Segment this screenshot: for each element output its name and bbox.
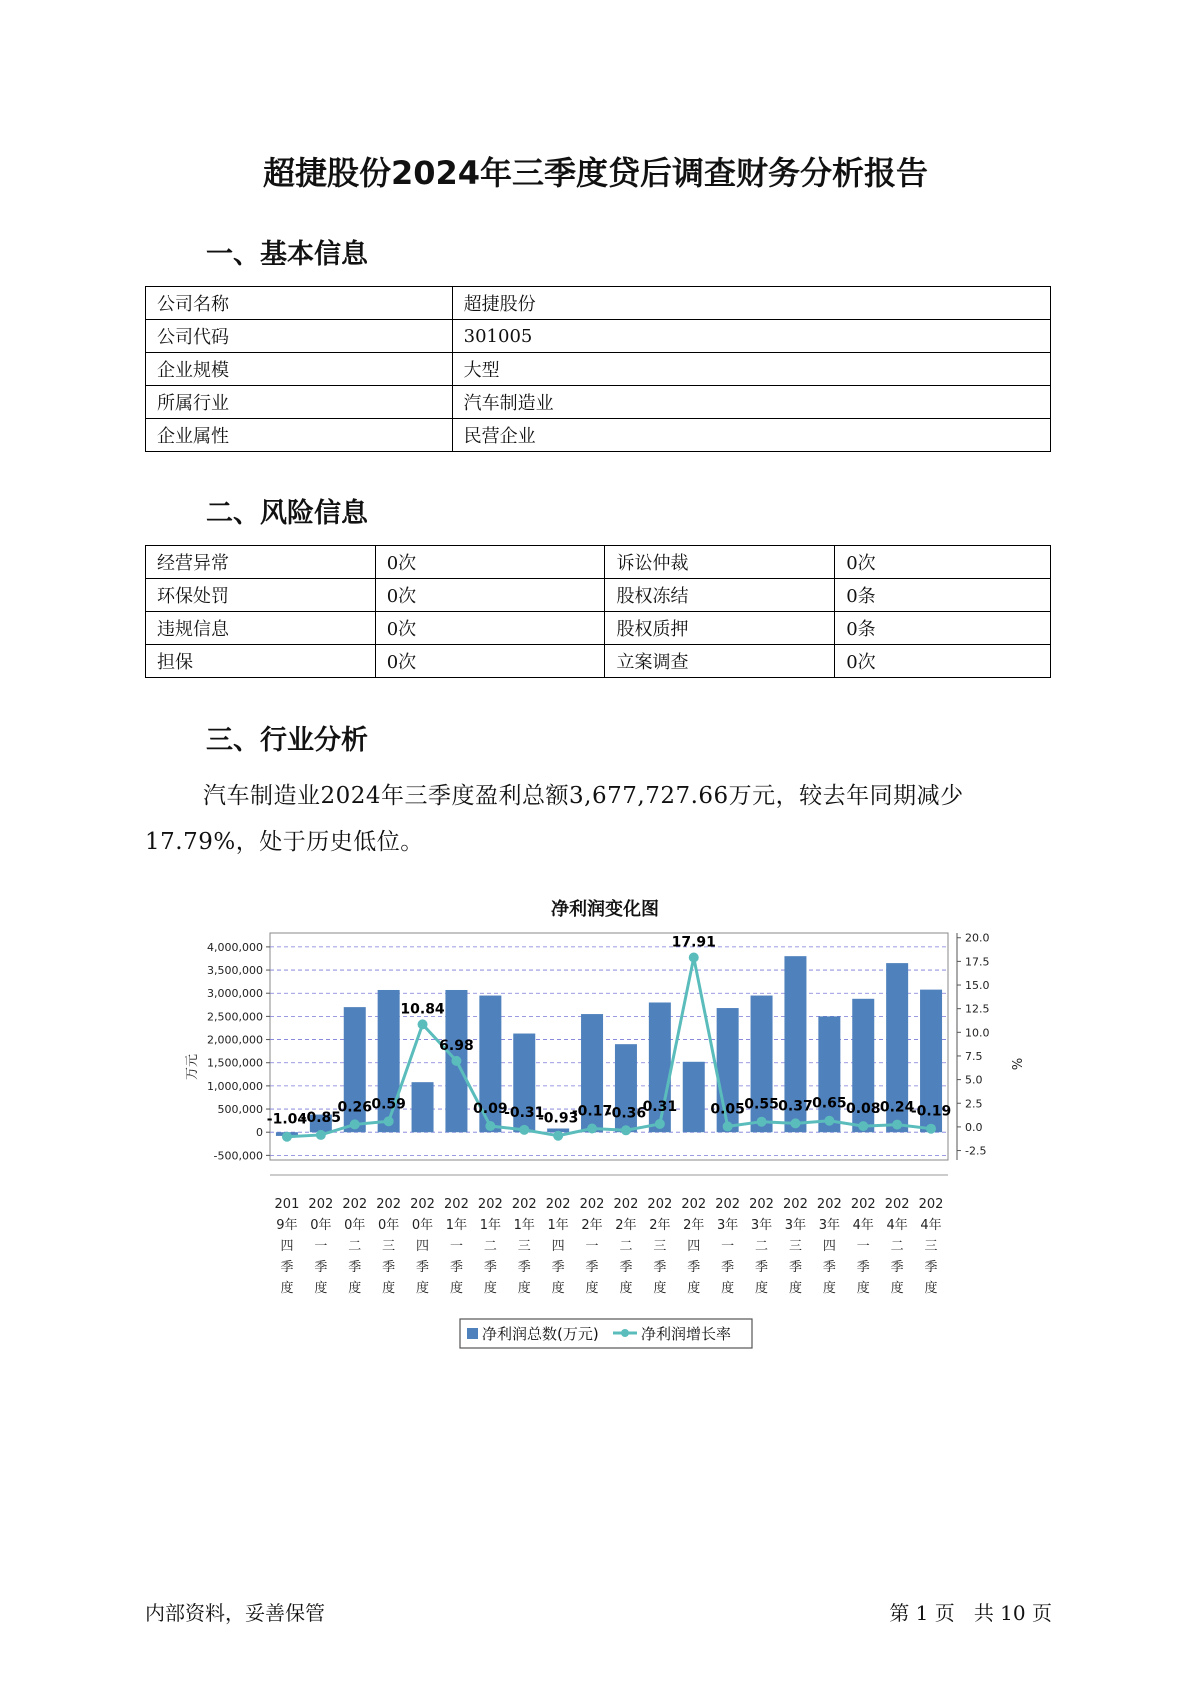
x-tick-label-part: 202 <box>715 1197 741 1212</box>
x-tick-label-part: 0年 <box>310 1218 332 1233</box>
x-tick-label-part: 4年 <box>920 1218 942 1233</box>
x-tick-label-part: 度 <box>619 1281 633 1296</box>
data-label: 6.98 <box>439 1037 474 1054</box>
x-tick-label-part: 季 <box>788 1260 802 1275</box>
x-tick-label-part: 四 <box>551 1239 565 1254</box>
x-tick-label-part: 二 <box>348 1239 362 1254</box>
x-tick-label-part: 一 <box>449 1239 463 1254</box>
data-label: 17.91 <box>671 934 716 951</box>
risk-info-value: 0次 <box>375 579 605 612</box>
x-tick-label-part: 季 <box>856 1260 870 1275</box>
x-tick-label-part: 9年 <box>276 1218 298 1233</box>
x-tick-label-part: 2年 <box>581 1218 603 1233</box>
growth-point <box>316 1130 326 1140</box>
data-label: 0.65 <box>812 1095 847 1112</box>
y2-tick-label: 12.5 <box>965 1002 990 1016</box>
growth-point <box>858 1121 868 1131</box>
x-tick-label-part: 三 <box>788 1239 802 1254</box>
x-tick-label-part: 202 <box>884 1197 910 1212</box>
data-label: 0.08 <box>845 1101 881 1118</box>
y-tick-label: 2,000,000 <box>207 1033 263 1047</box>
x-tick-label-part: 一 <box>585 1239 599 1254</box>
risk-info-value: 0次 <box>835 645 1051 678</box>
x-tick-label-part: 季 <box>348 1260 362 1275</box>
y-tick-label: 0 <box>256 1126 263 1140</box>
x-tick-label-part: 一 <box>721 1239 735 1254</box>
x-tick-label-part: 4年 <box>852 1218 874 1233</box>
y2-tick-label: 10.0 <box>965 1026 990 1040</box>
x-tick-label-part: 二 <box>619 1239 633 1254</box>
growth-point <box>451 1056 461 1066</box>
x-tick-label-part: 三 <box>653 1239 667 1254</box>
x-tick-label-part: 202 <box>681 1197 707 1212</box>
x-tick-label-part: 度 <box>280 1281 294 1296</box>
x-tick-label-part: 202 <box>749 1197 774 1212</box>
basic-info-label: 所属行业 <box>146 386 453 419</box>
y-tick-label: 3,000,000 <box>207 987 263 1001</box>
basic-info-value: 超捷股份 <box>452 287 1050 320</box>
growth-point <box>418 1019 428 1029</box>
risk-info-label: 经营异常 <box>146 546 376 579</box>
growth-point <box>790 1118 800 1128</box>
y-tick-label: 3,500,000 <box>207 964 263 978</box>
x-tick-label-part: 202 <box>579 1197 605 1212</box>
risk-info-label: 违规信息 <box>146 612 376 645</box>
x-tick-label-part: 一 <box>314 1239 328 1254</box>
x-tick-label-part: 四 <box>416 1239 430 1254</box>
data-label: -0.93 <box>537 1110 579 1127</box>
basic-info-value: 汽车制造业 <box>452 386 1050 419</box>
x-tick-label-part: 季 <box>822 1260 836 1275</box>
x-tick-label-part: 度 <box>517 1281 531 1296</box>
risk-info-table <box>145 545 1051 678</box>
x-tick-label-part: 度 <box>890 1281 904 1296</box>
risk-info-value: 0次 <box>835 546 1051 579</box>
x-tick-label-part: 季 <box>653 1260 667 1275</box>
x-tick-label-part: 0年 <box>411 1218 434 1233</box>
y-tick-label: -500,000 <box>213 1149 263 1163</box>
x-tick-label-part: 202 <box>613 1197 639 1212</box>
growth-point <box>757 1117 767 1127</box>
y-tick-label: 500,000 <box>217 1103 263 1117</box>
x-tick-label-part: 度 <box>382 1281 396 1296</box>
x-tick-label-part: 201 <box>274 1197 300 1212</box>
risk-info-label: 立案调查 <box>605 645 835 678</box>
risk-info-label: 股权冻结 <box>605 579 835 612</box>
chart-legend <box>460 1319 752 1348</box>
x-tick-label-part: 202 <box>545 1197 571 1212</box>
basic-info-table <box>145 286 1051 452</box>
x-tick-label-part: 3年 <box>750 1218 773 1233</box>
basic-info-row <box>146 320 1051 353</box>
risk-info-value: 0次 <box>375 645 605 678</box>
growth-point <box>621 1125 631 1135</box>
x-tick-label-part: 1年 <box>513 1218 535 1233</box>
growth-point <box>282 1132 292 1142</box>
x-tick-label-part: 202 <box>783 1197 808 1212</box>
x-tick-label-part: 202 <box>816 1197 842 1212</box>
x-tick-label-part: 季 <box>721 1260 735 1275</box>
risk-info-row <box>146 546 1051 579</box>
x-tick-label-part: 度 <box>585 1281 599 1296</box>
section-heading-risk: 二、风险信息 <box>206 498 368 529</box>
x-tick-label-part: 度 <box>755 1281 769 1296</box>
section-heading-basic: 一、基本信息 <box>206 239 368 270</box>
y2-tick-label: 15.0 <box>965 979 990 993</box>
x-tick-label-part: 二 <box>755 1239 769 1254</box>
growth-point <box>485 1121 495 1131</box>
y2-tick-label: -2.5 <box>965 1144 987 1158</box>
legend-label-bar: 净利润总数(万元) <box>482 1325 599 1343</box>
x-tick-label-part: 度 <box>449 1281 463 1296</box>
x-tick-label-part: 202 <box>850 1197 876 1212</box>
bar <box>412 1082 434 1132</box>
x-tick-label-part: 1年 <box>479 1218 501 1233</box>
risk-info-row <box>146 645 1051 678</box>
data-label: -1.04 <box>266 1111 308 1128</box>
x-tick-label-part: 4年 <box>886 1218 908 1233</box>
growth-point <box>553 1131 563 1141</box>
industry-paragraph: 汽车制造业2024年三季度盈利总额3,677,727.66万元，较去年同期减少17.79%，处于历史低位。 <box>145 783 964 855</box>
x-tick-label-part: 季 <box>483 1260 497 1275</box>
x-tick-label-part: 度 <box>788 1281 802 1296</box>
y-tick-label: 2,500,000 <box>207 1010 263 1024</box>
x-tick-label-part: 0年 <box>344 1218 366 1233</box>
growth-point <box>384 1116 394 1126</box>
y2-tick-label: 17.5 <box>965 955 990 969</box>
risk-info-row <box>146 612 1051 645</box>
data-label: -0.85 <box>300 1109 342 1126</box>
x-tick-label-part: 度 <box>314 1281 328 1296</box>
x-tick-label-part: 3年 <box>818 1218 840 1233</box>
x-tick-label-part: 度 <box>687 1281 701 1296</box>
x-tick-label-part: 度 <box>924 1281 938 1296</box>
basic-info-label: 公司名称 <box>146 287 453 320</box>
x-tick-label-part: 三 <box>382 1239 396 1254</box>
y-axis-label: 万元 <box>185 1053 200 1081</box>
x-tick-label-part: 四 <box>687 1239 701 1254</box>
data-label: 0.05 <box>710 1101 745 1118</box>
x-tick-label-part: 季 <box>449 1260 463 1275</box>
x-tick-label-part: 202 <box>376 1197 402 1212</box>
x-tick-label-part: 202 <box>511 1197 537 1212</box>
bar <box>818 1016 840 1132</box>
x-tick-label-part: 202 <box>918 1197 944 1212</box>
y2-tick-label: 7.5 <box>965 1049 983 1063</box>
risk-info-value: 0条 <box>835 612 1051 645</box>
x-tick-label-part: 四 <box>280 1239 294 1254</box>
growth-point <box>892 1120 902 1130</box>
x-tick-label-part: 季 <box>890 1260 904 1275</box>
risk-info-label: 诉讼仲裁 <box>605 546 835 579</box>
risk-info-label: 环保处罚 <box>146 579 376 612</box>
basic-info-label: 企业规模 <box>146 353 453 386</box>
y-tick-label: 1,500,000 <box>207 1056 263 1070</box>
x-tick-label-part: 202 <box>477 1197 503 1212</box>
x-tick-label-part: 度 <box>653 1281 667 1296</box>
growth-point <box>926 1124 936 1134</box>
risk-info-row <box>146 579 1051 612</box>
x-tick-label-part: 度 <box>551 1281 565 1296</box>
x-tick-label-part: 季 <box>314 1260 328 1275</box>
data-label: 0.26 <box>337 1099 373 1116</box>
x-tick-label-part: 2年 <box>683 1218 705 1233</box>
data-label: 0.59 <box>371 1096 406 1113</box>
x-tick-label-part: 季 <box>924 1260 938 1275</box>
y2-tick-label: 0.0 <box>965 1120 983 1134</box>
y2-axis-label: % <box>1011 1057 1026 1071</box>
legend-line-marker <box>621 1329 629 1337</box>
net-profit-chart <box>180 885 1026 1355</box>
data-label: -0.36 <box>605 1105 647 1122</box>
growth-point <box>723 1121 733 1131</box>
x-tick-label-part: 季 <box>755 1260 769 1275</box>
growth-point <box>350 1119 360 1129</box>
data-label: -0.19 <box>910 1103 952 1120</box>
basic-info-row <box>146 386 1051 419</box>
x-tick-label-part: 季 <box>416 1260 430 1275</box>
x-tick-label-part: 季 <box>280 1260 294 1275</box>
data-label: 0.24 <box>879 1099 915 1116</box>
basic-info-label: 公司代码 <box>146 320 453 353</box>
basic-info-row <box>146 287 1051 320</box>
x-tick-label-part: 3年 <box>784 1218 807 1233</box>
x-tick-label-part: 度 <box>721 1281 735 1296</box>
x-tick-label-part: 202 <box>308 1197 334 1212</box>
x-tick-label-part: 度 <box>822 1281 836 1296</box>
growth-point <box>655 1119 665 1129</box>
x-tick-label-part: 二 <box>890 1239 904 1254</box>
y2-tick-label: 20.0 <box>965 931 990 945</box>
page-number: 第 1 页 共 10 页 <box>889 1601 1052 1625</box>
growth-point <box>689 952 699 962</box>
data-label: 0.37 <box>778 1098 813 1115</box>
growth-point <box>824 1116 834 1126</box>
x-tick-label-part: 2年 <box>615 1218 637 1233</box>
page-title: 超捷股份2024年三季度贷后调查财务分析报告 <box>262 154 929 192</box>
x-tick-label-part: 季 <box>687 1260 701 1275</box>
x-tick-label-part: 2年 <box>649 1218 671 1233</box>
y-tick-label: 4,000,000 <box>207 940 263 954</box>
risk-info-value: 0条 <box>835 579 1051 612</box>
legend-label-line: 净利润增长率 <box>641 1325 732 1343</box>
x-tick-label-part: 3年 <box>717 1218 739 1233</box>
basic-info-value: 301005 <box>452 320 1050 353</box>
x-tick-label-part: 季 <box>551 1260 565 1275</box>
x-tick-label-part: 一 <box>856 1239 870 1254</box>
risk-info-value: 0次 <box>375 612 605 645</box>
data-label: -0.31 <box>504 1104 545 1121</box>
risk-info-value: 0次 <box>375 546 605 579</box>
legend-bar-swatch <box>467 1328 478 1339</box>
x-tick-label-part: 度 <box>856 1281 870 1296</box>
x-tick-label-part: 度 <box>348 1281 362 1296</box>
x-tick-label-part: 度 <box>483 1281 497 1296</box>
x-tick-label-part: 202 <box>410 1197 435 1212</box>
basic-info-value: 大型 <box>452 353 1050 386</box>
y-tick-label: 1,000,000 <box>207 1079 263 1093</box>
x-tick-label-part: 度 <box>416 1281 430 1296</box>
basic-info-value: 民营企业 <box>452 419 1050 452</box>
x-tick-label-part: 三 <box>517 1239 531 1254</box>
basic-info-row <box>146 419 1051 452</box>
x-tick-label-part: 二 <box>483 1239 497 1254</box>
x-tick-label-part: 三 <box>924 1239 938 1254</box>
risk-info-label: 担保 <box>146 645 376 678</box>
x-tick-label-part: 1年 <box>547 1218 569 1233</box>
data-label: 10.84 <box>400 1001 445 1018</box>
x-tick-label-part: 季 <box>382 1260 396 1275</box>
basic-info-row <box>146 353 1051 386</box>
data-label: 0.55 <box>744 1096 779 1113</box>
section-heading-industry: 三、行业分析 <box>206 725 368 756</box>
data-label: 0.31 <box>642 1098 678 1115</box>
x-tick-label-part: 202 <box>647 1197 673 1212</box>
x-tick-label-part: 1年 <box>445 1218 468 1233</box>
data-label: 0.09 <box>473 1101 508 1118</box>
y2-tick-label: 2.5 <box>965 1097 983 1111</box>
chart-title: 净利润变化图 <box>551 899 659 920</box>
data-label: -0.17 <box>571 1103 613 1120</box>
risk-info-label: 股权质押 <box>605 612 835 645</box>
bar <box>683 1062 705 1132</box>
x-tick-label-part: 季 <box>619 1260 633 1275</box>
y2-tick-label: 5.0 <box>965 1073 983 1087</box>
x-tick-label-part: 四 <box>822 1239 836 1254</box>
growth-point <box>519 1125 529 1135</box>
x-tick-label-part: 0年 <box>378 1218 400 1233</box>
growth-point <box>587 1124 597 1134</box>
x-tick-label-part: 202 <box>342 1197 368 1212</box>
basic-info-label: 企业属性 <box>146 419 453 452</box>
x-tick-label-part: 季 <box>517 1260 531 1275</box>
x-tick-label-part: 季 <box>585 1260 599 1275</box>
x-tick-label-part: 202 <box>444 1197 469 1212</box>
plot-area <box>270 933 948 1160</box>
footer-note: 内部资料，妥善保管 <box>145 1601 325 1625</box>
